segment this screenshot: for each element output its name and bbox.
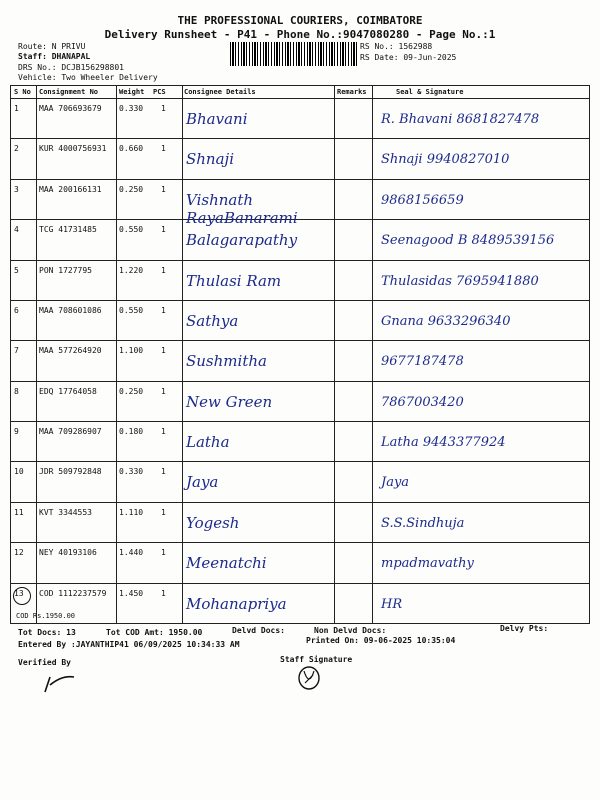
row-signature: HR (381, 596, 403, 612)
row-pcs: 1 (161, 265, 166, 275)
row-sno: 5 (14, 265, 19, 275)
row-consignment-no: MAA 709286907 (39, 427, 102, 437)
table-row (11, 340, 589, 381)
row-pcs: 1 (161, 225, 166, 235)
row-pcs: 1 (161, 144, 166, 154)
row-weight: 0.660 (119, 144, 144, 154)
row-consignment-no: EDQ 17764058 (39, 386, 97, 396)
staff-label: Staff: DHANAPAL (18, 52, 91, 61)
entered-by: Entered By :JAYANTHIP41 06/09/2025 10:34:33 AM (18, 640, 240, 649)
row-consignee-name: Sathya (186, 311, 239, 330)
row-weight: 0.250 (119, 184, 144, 194)
row-sno: 9 (14, 427, 19, 437)
row-consignee-name: Balagarapathy (186, 231, 298, 250)
row-sno: 3 (14, 184, 19, 194)
row-weight: 0.550 (119, 305, 144, 315)
runsheet-table (10, 85, 590, 624)
row-pcs: 1 (161, 104, 166, 113)
row-consignee-name: Shnaji (186, 150, 234, 169)
row-sno: 8 (14, 386, 19, 396)
row-signature: Gnana 9633296340 (381, 313, 511, 329)
table-row (11, 381, 589, 422)
row-consignee-name: Vishnath RayaBanarami (186, 190, 298, 227)
row-signature: Shnaji 9940827010 (381, 152, 510, 168)
table-row (11, 260, 589, 301)
row-sno: 13 (14, 588, 24, 598)
barcode (230, 42, 358, 66)
col-sno: S No (14, 88, 31, 96)
row-signature: mpadmavathy (381, 556, 474, 572)
row-consignment-no: TCG 41731485 (39, 225, 97, 235)
row-consignment-no: MAA 708601086 (39, 305, 102, 315)
col-consignee: Consignee Details (184, 88, 256, 96)
printed-on: Printed On: 09-06-2025 10:35:04 (306, 636, 456, 645)
row-consignment-no: NEY 40193106 (39, 548, 97, 558)
row-sno: 2 (14, 144, 19, 154)
row-pcs: 1 (161, 507, 166, 517)
table-row (11, 502, 589, 543)
total-cod: Tot COD Amt: 1950.00 (106, 628, 203, 637)
row-pcs: 1 (161, 467, 166, 477)
staff-signature-mark (296, 663, 322, 691)
row-consignment-no: MAA 706693679 (39, 104, 102, 113)
row-consignee-name: Thulasi Ram (186, 271, 282, 290)
row-signature: 7867003420 (381, 394, 464, 410)
total-docs: Tot Docs: 13 (18, 628, 76, 637)
row-sno: 7 (14, 346, 19, 356)
col-weight: Weight (119, 88, 145, 96)
row-consignee-name: New Green (186, 392, 273, 411)
row-sno: 4 (14, 225, 19, 235)
row-weight: 0.330 (119, 467, 144, 477)
row-weight: 1.220 (119, 265, 144, 275)
row-consignment-no: KUR 4000756931 (39, 144, 107, 154)
staff-signature-label: Staff Signature (280, 655, 353, 664)
row-signature: S.S.Sindhuja (381, 515, 465, 531)
table-row (11, 219, 589, 260)
col-signature: Seal & Signature (396, 88, 464, 96)
row-signature: 9677187478 (381, 354, 464, 370)
row-consignment-no: KVT 3344553 (39, 507, 92, 517)
row-signature: Thulasidas 7695941880 (381, 273, 539, 289)
row-sno: 10 (14, 467, 24, 477)
col-remarks: Remarks (337, 88, 367, 96)
row-signature: Latha 9443377924 (381, 435, 506, 451)
row-consignee-name: Bhavani (186, 110, 248, 128)
row-consignee-name: Latha (186, 433, 230, 452)
row-signature: Seenagood B 8489539156 (381, 233, 555, 249)
row-weight: 1.450 (119, 588, 144, 598)
row-weight: 1.100 (119, 346, 144, 356)
row-consignment-no: COD 1112237579 (39, 588, 107, 598)
table-row (11, 421, 589, 462)
row-consignee-name: Sushmitha (186, 352, 267, 371)
verifier-tick-mark (40, 667, 80, 697)
row-weight: 0.330 (119, 104, 144, 113)
row-consignee-name: Meenatchi (186, 554, 267, 573)
table-row (11, 179, 589, 227)
row-signature: 9868156659 (381, 192, 464, 208)
row-weight: 1.440 (119, 548, 144, 558)
table-row (11, 300, 589, 341)
table-row (11, 583, 589, 623)
delivered-docs: Delvd Docs: (232, 626, 285, 635)
row-circle-mark (13, 587, 31, 605)
row-consignment-no: JDR 509792848 (39, 467, 102, 477)
row-pcs: 1 (161, 305, 166, 315)
rs-date: RS Date: 09-Jun-2025 (360, 53, 457, 62)
row-signature: R. Bhavani 8681827478 (381, 112, 540, 127)
row-consignment-no: MAA 200166131 (39, 184, 102, 194)
row-pcs: 1 (161, 346, 166, 356)
row-sno: 6 (14, 305, 19, 315)
table-row (11, 98, 589, 139)
row-sno: 11 (14, 507, 24, 517)
row-weight: 0.250 (119, 386, 144, 396)
table-row (11, 138, 589, 179)
row-pcs: 1 (161, 427, 166, 437)
row-pcs: 1 (161, 184, 166, 194)
non-delivered-docs: Non Delvd Docs: (314, 626, 387, 635)
row-weight: 0.550 (119, 225, 144, 235)
row-sno: 1 (14, 104, 19, 113)
row-consignment-no: PON 1727795 (39, 265, 92, 275)
row-pcs: 1 (161, 386, 166, 396)
delivery-points: Delvy Pts: (500, 624, 549, 633)
company-title: THE PROFESSIONAL COURIERS, COIMBATORE (177, 14, 423, 27)
row-weight: 1.110 (119, 507, 144, 517)
row-pcs: 1 (161, 548, 166, 558)
row-consignee-name: Yogesh (186, 513, 240, 532)
cod-note: COD Rs.1950.00 (16, 612, 76, 620)
rs-number: RS No.: 1562988 (360, 42, 433, 51)
route-label: Route: N PRIVU (18, 42, 86, 51)
row-signature: Jaya (381, 475, 410, 491)
row-consignment-no: MAA 577264920 (39, 346, 102, 356)
row-sno: 12 (14, 548, 24, 558)
runsheet-subtitle: Delivery Runsheet - P41 - Phone No.:9047080280 - Page No.:1 (104, 28, 496, 41)
table-row (11, 542, 589, 583)
verified-by: Verified By (18, 658, 71, 667)
col-consignment: Consignment No (39, 88, 99, 96)
row-weight: 0.180 (119, 427, 144, 437)
drs-number: DRS No.: DCJB156298801 (18, 63, 124, 72)
col-pcs: PCS (153, 88, 166, 96)
row-consignee-name: Mohanapriya (186, 594, 287, 613)
vehicle-label: Vehicle: Two Wheeler Delivery (18, 73, 158, 82)
row-consignee-name: Jaya (186, 473, 219, 492)
table-row (11, 461, 589, 502)
row-pcs: 1 (161, 588, 166, 598)
